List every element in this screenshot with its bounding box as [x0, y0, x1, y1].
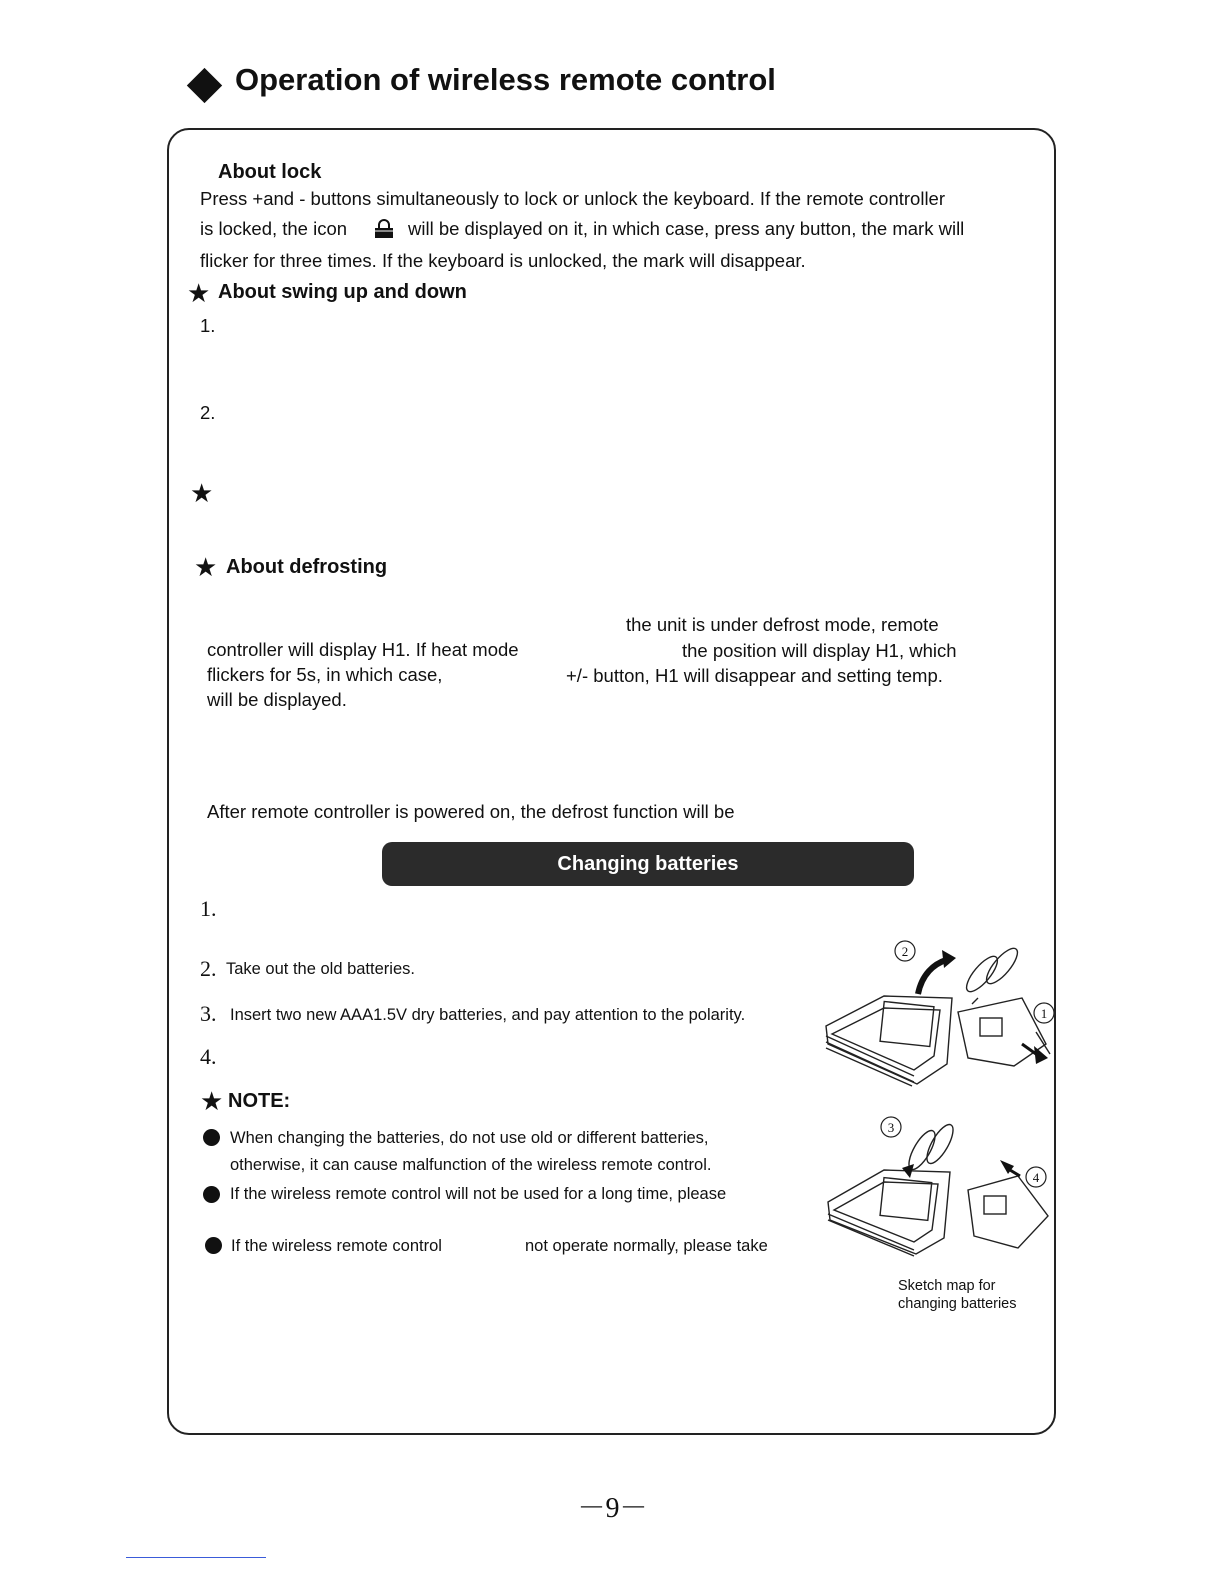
footer-divider [126, 1557, 266, 1558]
lock-text-line3: flicker for three times. If the keyboard is unlocked, the mark will disappear. [200, 250, 806, 271]
bullet-icon [205, 1237, 222, 1254]
battery-step-1-number: 1. [200, 896, 217, 921]
battery-step-4-number: 4. [200, 1044, 217, 1069]
battery-step-2-text: Take out the old batteries. [226, 960, 415, 978]
swing-item-2-number: 2. [200, 402, 216, 423]
diamond-icon [187, 68, 222, 103]
lock-text-line1: Press +and - buttons simultaneously to lock or unlock the keyboard. If the remote controller [200, 188, 946, 209]
defrost-line4: will be displayed. [207, 689, 347, 710]
callout-2: 2 [901, 944, 909, 959]
changing-batteries-banner: Changing batteries [382, 842, 914, 886]
star-icon: ★ [194, 552, 218, 582]
defrost-line2b: the position will display H1, which [682, 640, 957, 661]
swing-item-1-number: 1. [200, 315, 216, 336]
bullet-icon [203, 1186, 220, 1203]
battery-step-3-text: Insert two new AAA1.5V dry batteries, and pay attention to the polarity. [230, 1006, 746, 1024]
star-icon: ★ [190, 478, 214, 508]
note-3-line1a: If the wireless remote control [231, 1237, 442, 1255]
defrost-line3b: +/- button, H1 will disappear and setting temp. [566, 665, 943, 686]
battery-step-3-number: 3. [200, 1001, 217, 1026]
battery-step-2-number: 2. [200, 956, 217, 981]
lock-icon [373, 219, 395, 239]
lock-text-line2b: will be displayed on it, in which case, press any button, the mark will [408, 218, 965, 239]
defrost-line5: After remote controller is powered on, the defrost function will be [207, 801, 735, 822]
sketch-caption-line1: Sketch map for [898, 1278, 996, 1294]
callout-4: 4 [1032, 1170, 1040, 1185]
defrost-line1: the unit is under defrost mode, remote [626, 614, 939, 635]
sketch-caption-line2: changing batteries [898, 1296, 1017, 1312]
defrost-heading: About defrosting [226, 556, 388, 578]
defrost-line2a: controller will display H1. If heat mode [207, 639, 519, 660]
page-title: Operation of wireless remote control [235, 62, 776, 97]
defrost-line3a: flickers for 5s, in which case, [207, 664, 443, 685]
bullet-icon [203, 1129, 220, 1146]
battery-insert-sketch [822, 1110, 1054, 1262]
star-icon: ★ [200, 1086, 224, 1116]
note-1-line1: When changing the batteries, do not use old or different batteries, [230, 1129, 709, 1147]
note-3-line1b: not operate normally, please take [525, 1237, 768, 1255]
callout-1: 1 [1040, 1006, 1048, 1021]
lock-text-line2a: is locked, the icon [200, 218, 348, 239]
note-heading: NOTE: [228, 1090, 291, 1112]
lock-heading: About lock [218, 161, 322, 183]
star-icon: ★ [187, 278, 211, 308]
page-number: －9－ [577, 1493, 648, 1524]
callout-3: 3 [887, 1120, 895, 1135]
note-1-line2: otherwise, it can cause malfunction of the wireless remote control. [230, 1156, 712, 1174]
swing-heading: About swing up and down [218, 281, 467, 303]
battery-removal-sketch [822, 936, 1054, 1092]
note-2-line1: If the wireless remote control will not be used for a long time, please [230, 1185, 727, 1203]
